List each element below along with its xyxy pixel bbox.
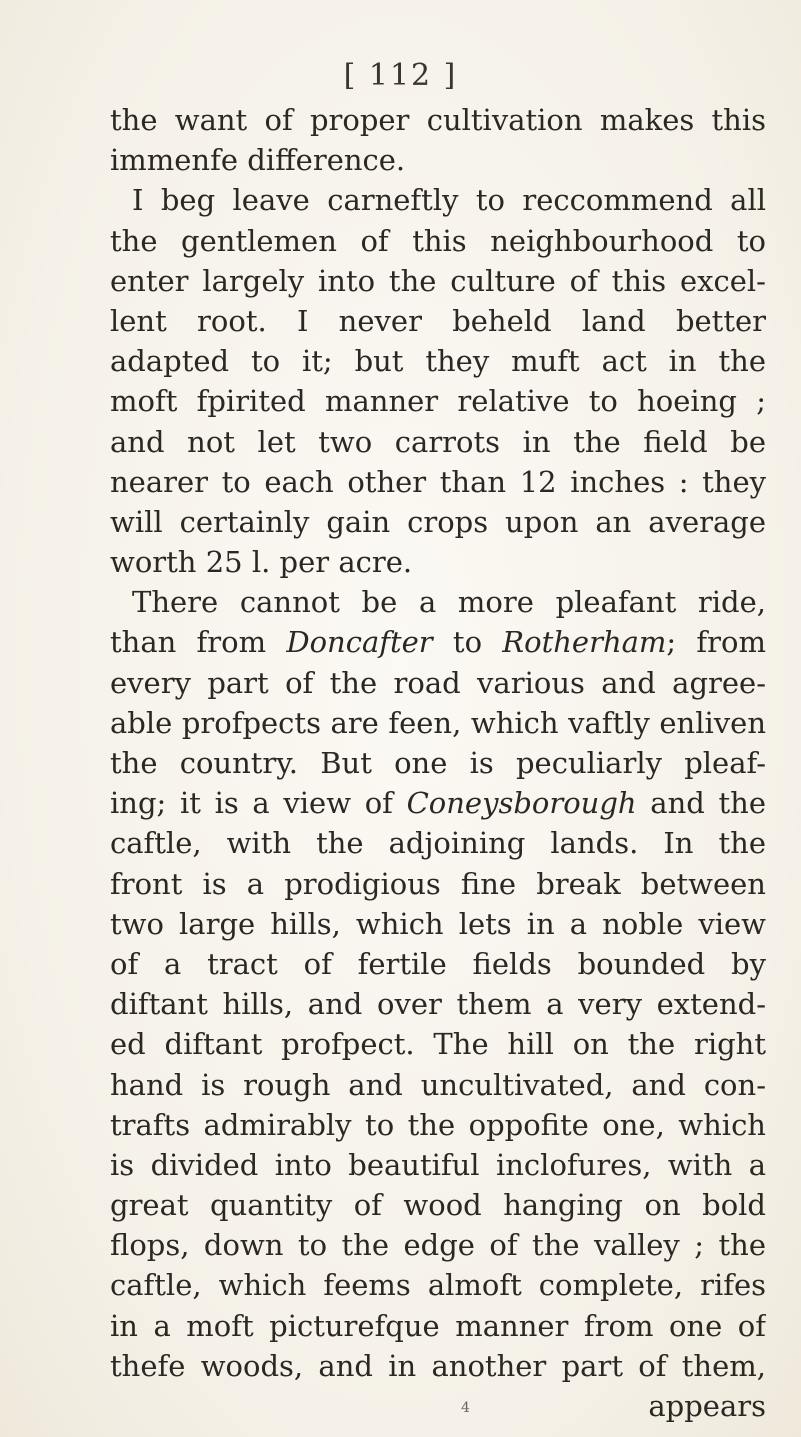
text-line: caftle, with the adjoining lands. In the bbox=[110, 826, 766, 861]
text-line bbox=[110, 622, 766, 662]
text-line: I beg leave carneftly to reccommend all bbox=[132, 183, 766, 218]
text-line: the country. But one is peculiarly pleaf- bbox=[110, 746, 766, 780]
text-line: worth 25 l. per acre. bbox=[110, 545, 413, 580]
text-line: two large hills, which lets in a noble view bbox=[110, 906, 766, 941]
text-line: and not let two carrots in the field be bbox=[110, 424, 766, 459]
stray-mark: 4 bbox=[461, 1400, 470, 1416]
text-line: moft fpirited manner relative to hoeing ; bbox=[110, 384, 766, 419]
text-line: There cannot be a more pleafant ride, bbox=[132, 585, 766, 620]
text-line: of a tract of fertile fields bounded by bbox=[110, 946, 766, 981]
text-segment: ing; it is a view of bbox=[110, 786, 407, 821]
text-line: flops, down to the edge of the valley ; the bbox=[110, 1228, 766, 1263]
text-line: diftant hills, and over them a very extend- bbox=[110, 987, 766, 1022]
text-line: able profpects are feen, which vaftly enliven bbox=[110, 705, 766, 740]
text-line: lent root. I never beheld land better bbox=[110, 303, 766, 338]
text-line: enter largely into the culture of this excel- bbox=[110, 263, 766, 298]
catchword: appears bbox=[648, 1389, 766, 1423]
text-line: thefe woods, and in another part of them, bbox=[110, 1348, 766, 1383]
text-line: nearer to each other than 12 inches : they bbox=[110, 464, 766, 499]
page-number: [ 112 ] bbox=[343, 58, 458, 93]
text-line: the gentlemen of this neighbourhood to bbox=[110, 223, 766, 258]
text-line: great quantity of wood hanging on bold bbox=[110, 1188, 766, 1223]
text-line bbox=[110, 783, 766, 823]
text-segment: ; from bbox=[666, 625, 766, 660]
text-line: will certainly gain crops upon an average bbox=[110, 504, 766, 539]
text-line: the want of proper cultivation makes this bbox=[110, 103, 766, 137]
text-segment: and the bbox=[636, 786, 766, 821]
body-text bbox=[110, 100, 766, 1426]
text-segment: than from bbox=[110, 625, 287, 660]
text-line: hand is rough and uncultivated, and con- bbox=[110, 1067, 766, 1102]
text-line: every part of the road various and agree- bbox=[110, 665, 766, 700]
place-name-coneysborough: Coneysborough bbox=[406, 786, 637, 821]
text-line: caftle, which feems almoft complete, rifes bbox=[110, 1268, 766, 1303]
place-name-rotherham: Rotherham bbox=[502, 625, 667, 660]
text-line: trafts admirably to the oppofite one, which bbox=[110, 1107, 766, 1142]
text-line: adapted to it; but they muft act in the bbox=[110, 344, 766, 379]
place-name-doncaster: Doncafter bbox=[286, 625, 433, 660]
text-segment: to bbox=[432, 625, 503, 660]
text-line: immenfe difference. bbox=[110, 143, 406, 178]
text-line: is divided into beautiful inclofures, with a bbox=[110, 1147, 766, 1182]
text-line: ed diftant profpect. The hill on the right bbox=[110, 1027, 766, 1062]
text-line: in a moft picturefque manner from one of bbox=[110, 1308, 766, 1343]
text-line: front is a prodigious fine break between bbox=[110, 866, 766, 901]
